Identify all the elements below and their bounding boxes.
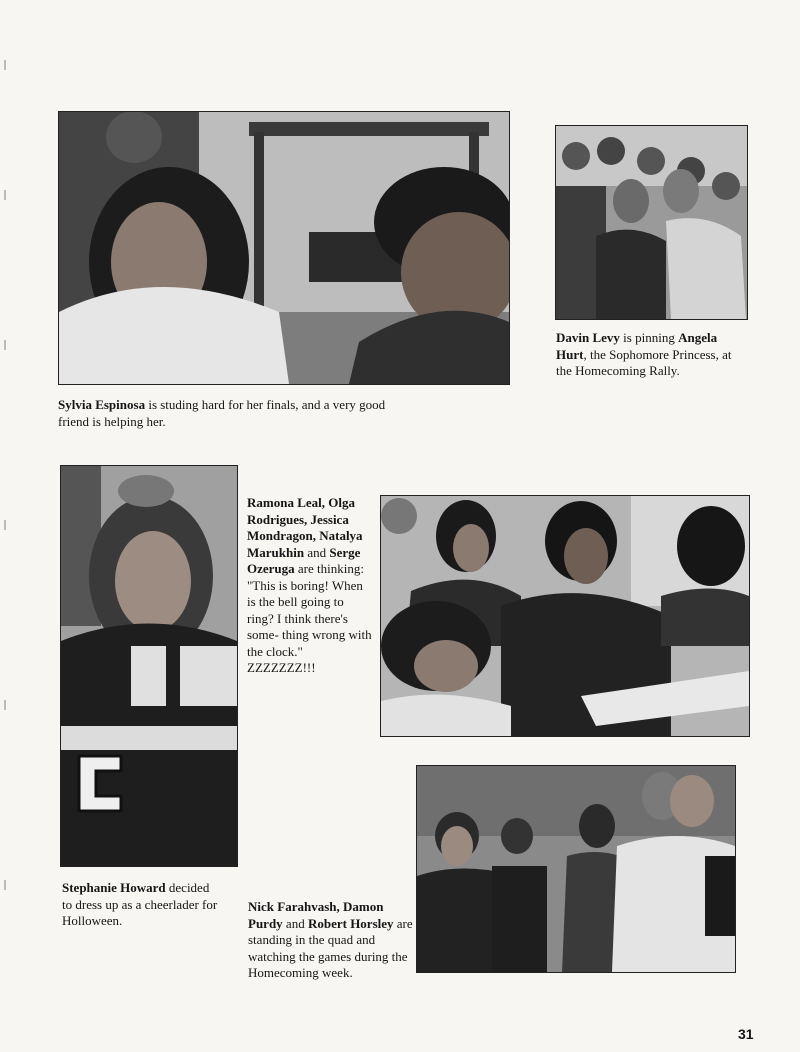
caption-name: Davin Levy <box>556 330 620 345</box>
photo-quad-homecoming <box>416 765 736 973</box>
caption-text: , the Sophomore Princess, at the Homecoming Rally. <box>556 346 732 378</box>
caption-text: are thinking: "This is boring! When is the bell going to ring? I think there's some- thing wrong with the clock." ZZZZZZZ!!! <box>247 561 372 675</box>
binding-mark <box>4 520 6 530</box>
caption-name: Stephanie Howard <box>62 880 166 895</box>
caption-text: is pinning <box>619 330 679 345</box>
photo-cheerleader-costume <box>60 465 238 867</box>
caption-classroom-thinking <box>247 495 372 677</box>
caption-name: Angela Hurt <box>556 330 718 362</box>
photo-students-studying <box>58 111 510 385</box>
photo-homecoming-pinning <box>555 125 748 320</box>
caption-stephanie-howard <box>62 880 222 930</box>
caption-name: Robert Horsley <box>307 915 394 931</box>
caption-davin-levy <box>556 330 736 380</box>
page-number: 31 <box>738 1026 754 1042</box>
caption-name: Ramona Leal, Olga Rodrigues, Jessica Mondragon, Natalya Marukhin <box>247 495 363 560</box>
binding-mark <box>4 60 6 70</box>
caption-name: Sylvia Espinosa <box>58 397 146 412</box>
binding-mark <box>4 190 6 200</box>
caption-sylvia-espinosa <box>58 397 418 430</box>
caption-text: decided to dress up as a cheerlader for Holloween. <box>62 880 218 928</box>
caption-quad-homecoming <box>248 899 413 982</box>
caption-name: Nick Farahvash, Damon Purdy <box>248 899 384 931</box>
photo-classroom-students <box>380 495 750 737</box>
caption-name: Serge Ozeruga <box>247 544 361 576</box>
binding-mark <box>4 700 6 710</box>
caption-text: are standing in the quad and watching the games during the Homecoming week. <box>248 915 413 980</box>
caption-text: and <box>304 544 330 560</box>
binding-mark <box>4 340 6 350</box>
caption-text: and <box>282 915 308 931</box>
binding-mark <box>4 880 6 890</box>
caption-text: is studing hard for her finals, and a very good friend is helping her. <box>58 397 386 429</box>
